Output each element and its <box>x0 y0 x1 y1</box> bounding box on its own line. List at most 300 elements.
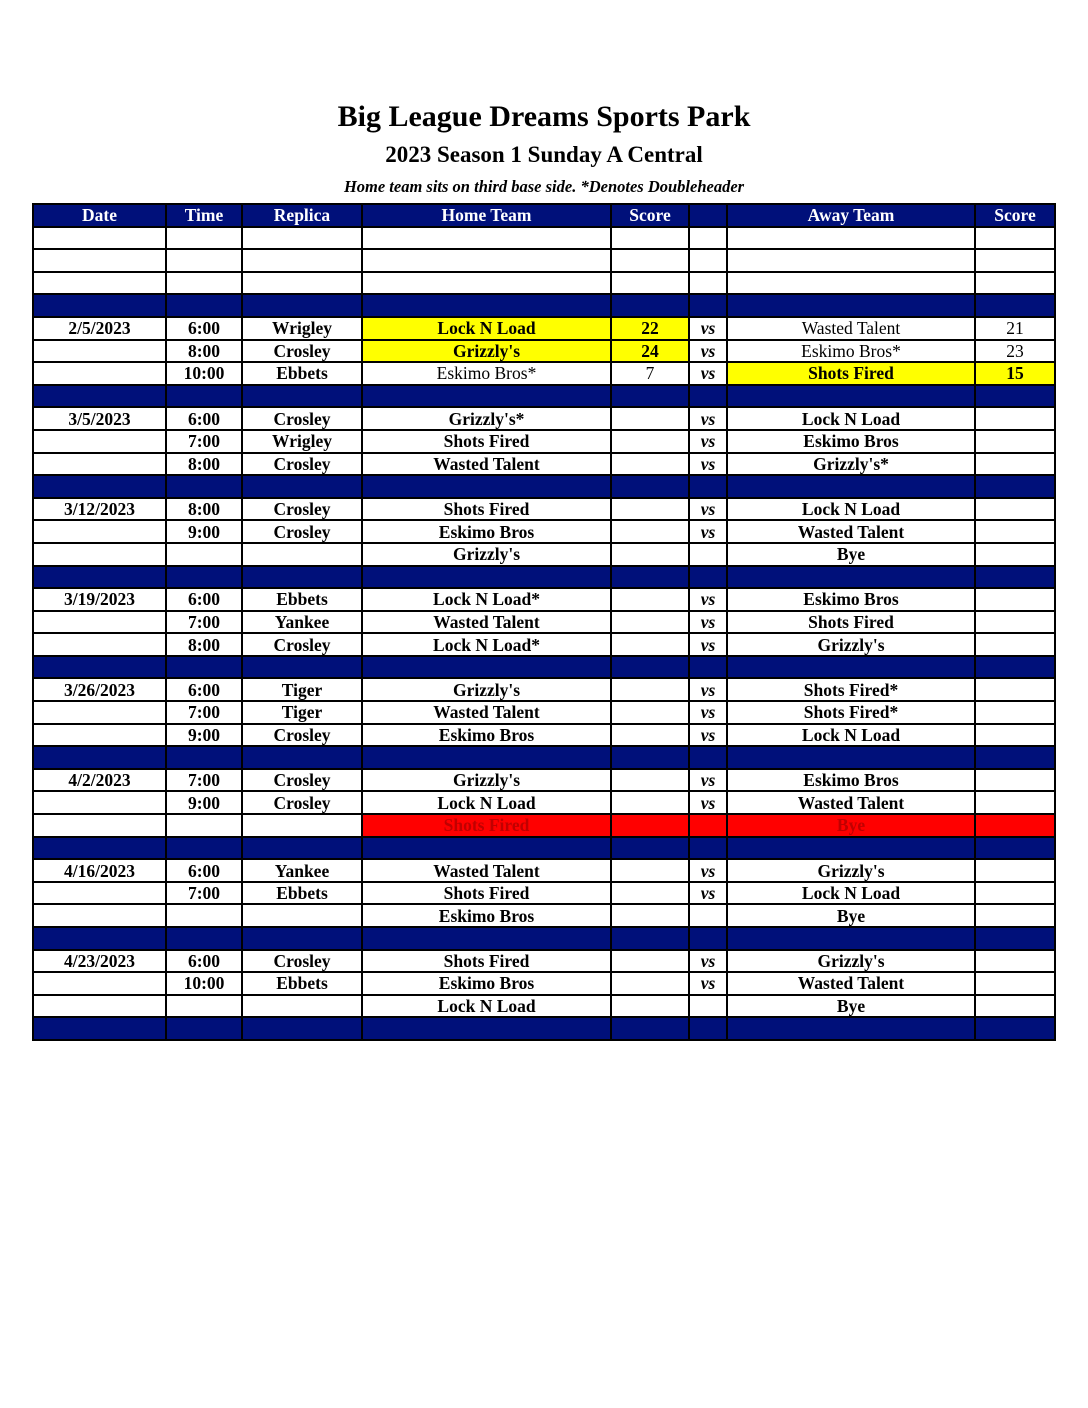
separator-cell <box>33 656 166 679</box>
separator-cell <box>242 746 362 769</box>
away-team-cell: Shots Fired <box>727 362 975 385</box>
home-score-cell <box>611 543 689 566</box>
separator-cell <box>33 1017 166 1040</box>
home-score-cell <box>611 520 689 543</box>
replica-cell: Crosley <box>242 950 362 973</box>
date-cell <box>33 814 166 837</box>
away-score-cell <box>975 407 1055 430</box>
vs-cell: vs <box>689 701 727 724</box>
separator-cell <box>242 656 362 679</box>
away-score-cell <box>975 520 1055 543</box>
vs-cell: vs <box>689 678 727 701</box>
home-team-cell: Shots Fired <box>362 814 611 837</box>
vs-cell: vs <box>689 791 727 814</box>
date-cell <box>33 972 166 995</box>
empty-cell <box>362 227 611 250</box>
home-score-cell <box>611 972 689 995</box>
col-header-replica: Replica <box>242 204 362 227</box>
home-team-cell: Wasted Talent <box>362 859 611 882</box>
home-team-cell: Shots Fired <box>362 430 611 453</box>
separator-cell <box>727 475 975 498</box>
time-cell: 9:00 <box>166 520 242 543</box>
game-row <box>33 859 1055 882</box>
replica-cell: Crosley <box>242 724 362 747</box>
away-team-cell: Lock N Load <box>727 724 975 747</box>
separator-cell <box>689 656 727 679</box>
away-team-cell: Lock N Load <box>727 407 975 430</box>
separator-cell <box>611 475 689 498</box>
home-score-cell <box>611 904 689 927</box>
away-team-cell: Bye <box>727 904 975 927</box>
empty-cell <box>362 249 611 272</box>
away-team-cell: Eskimo Bros <box>727 769 975 792</box>
away-team-cell: Bye <box>727 543 975 566</box>
separator-cell <box>611 385 689 408</box>
replica-cell: Ebbets <box>242 362 362 385</box>
away-score-cell <box>975 588 1055 611</box>
separator-cell <box>727 656 975 679</box>
separator-cell <box>975 656 1055 679</box>
separator-cell <box>242 1017 362 1040</box>
time-cell: 9:00 <box>166 791 242 814</box>
home-score-cell <box>611 633 689 656</box>
separator-cell <box>975 837 1055 860</box>
game-row <box>33 633 1055 656</box>
replica-cell <box>242 904 362 927</box>
away-team-cell: Grizzly's <box>727 633 975 656</box>
empty-cell <box>727 272 975 295</box>
separator-cell <box>727 294 975 317</box>
home-score-cell <box>611 588 689 611</box>
blank-row <box>33 272 1055 295</box>
vs-cell: vs <box>689 859 727 882</box>
vs-cell <box>689 904 727 927</box>
home-team-cell: Eskimo Bros <box>362 520 611 543</box>
separator-cell <box>689 475 727 498</box>
separator-cell <box>242 385 362 408</box>
away-team-cell: Eskimo Bros <box>727 430 975 453</box>
time-cell: 7:00 <box>166 769 242 792</box>
away-team-cell: Grizzly's* <box>727 453 975 476</box>
game-row <box>33 498 1055 521</box>
separator-cell <box>611 927 689 950</box>
separator-cell <box>33 927 166 950</box>
game-row <box>33 430 1055 453</box>
away-team-cell: Bye <box>727 995 975 1018</box>
time-cell: 8:00 <box>166 498 242 521</box>
replica-cell: Yankee <box>242 859 362 882</box>
replica-cell: Crosley <box>242 498 362 521</box>
away-team-cell: Grizzly's <box>727 859 975 882</box>
home-team-cell: Grizzly's <box>362 769 611 792</box>
home-score-cell: 22 <box>611 317 689 340</box>
separator-cell <box>362 927 611 950</box>
page-title: Big League Dreams Sports Park <box>337 100 751 133</box>
home-team-cell: Lock N Load <box>362 995 611 1018</box>
date-cell <box>33 362 166 385</box>
vs-cell: vs <box>689 611 727 634</box>
date-cell <box>33 611 166 634</box>
game-row <box>33 588 1055 611</box>
away-team-cell: Bye <box>727 814 975 837</box>
away-team-cell: Lock N Load <box>727 498 975 521</box>
vs-cell: vs <box>689 769 727 792</box>
away-score-cell <box>975 814 1055 837</box>
home-score-cell <box>611 995 689 1018</box>
date-cell: 4/16/2023 <box>33 859 166 882</box>
empty-cell <box>33 272 166 295</box>
time-cell <box>166 904 242 927</box>
empty-cell <box>689 227 727 250</box>
date-cell <box>33 543 166 566</box>
replica-cell: Ebbets <box>242 882 362 905</box>
replica-cell <box>242 995 362 1018</box>
empty-cell <box>166 272 242 295</box>
home-score-cell: 24 <box>611 340 689 363</box>
game-row <box>33 611 1055 634</box>
week-separator-row <box>33 746 1055 769</box>
separator-cell <box>362 746 611 769</box>
time-cell: 8:00 <box>166 340 242 363</box>
vs-cell: vs <box>689 633 727 656</box>
home-team-cell: Grizzly's <box>362 340 611 363</box>
vs-cell: vs <box>689 520 727 543</box>
week-separator-row <box>33 837 1055 860</box>
separator-cell <box>242 927 362 950</box>
home-team-cell: Lock N Load <box>362 791 611 814</box>
separator-cell <box>611 294 689 317</box>
date-cell <box>33 520 166 543</box>
separator-cell <box>166 475 242 498</box>
separator-cell <box>689 385 727 408</box>
home-score-cell <box>611 724 689 747</box>
empty-cell <box>242 249 362 272</box>
separator-cell <box>611 746 689 769</box>
home-team-cell: Eskimo Bros <box>362 972 611 995</box>
date-cell <box>33 904 166 927</box>
home-score-cell <box>611 950 689 973</box>
home-team-cell: Grizzly's <box>362 678 611 701</box>
separator-cell <box>242 566 362 589</box>
week-separator-row <box>33 566 1055 589</box>
home-score-cell <box>611 882 689 905</box>
away-score-cell <box>975 633 1055 656</box>
col-header-time: Time <box>166 204 242 227</box>
game-row <box>33 520 1055 543</box>
vs-cell: vs <box>689 430 727 453</box>
away-score-cell: 15 <box>975 362 1055 385</box>
home-score-cell: 7 <box>611 362 689 385</box>
separator-cell <box>362 294 611 317</box>
game-row <box>33 701 1055 724</box>
away-team-cell: Wasted Talent <box>727 317 975 340</box>
week-separator-row <box>33 385 1055 408</box>
game-row <box>33 362 1055 385</box>
separator-cell <box>727 927 975 950</box>
away-score-cell <box>975 882 1055 905</box>
schedule-note: Home team sits on third base side. *Denotes Doubleheader <box>343 177 745 196</box>
home-team-cell: Grizzly's* <box>362 407 611 430</box>
home-score-cell <box>611 859 689 882</box>
separator-cell <box>242 837 362 860</box>
time-cell <box>166 995 242 1018</box>
empty-cell <box>689 249 727 272</box>
home-team-cell: Wasted Talent <box>362 701 611 724</box>
game-row <box>33 972 1055 995</box>
empty-cell <box>362 272 611 295</box>
away-score-cell <box>975 950 1055 973</box>
empty-cell <box>33 227 166 250</box>
home-score-cell <box>611 678 689 701</box>
home-team-cell: Shots Fired <box>362 498 611 521</box>
game-row <box>33 724 1055 747</box>
separator-cell <box>975 385 1055 408</box>
separator-cell <box>166 927 242 950</box>
vs-cell <box>689 543 727 566</box>
game-row <box>33 950 1055 973</box>
separator-cell <box>689 927 727 950</box>
empty-cell <box>166 227 242 250</box>
vs-cell: vs <box>689 882 727 905</box>
away-score-cell <box>975 611 1055 634</box>
replica-cell: Wrigley <box>242 317 362 340</box>
vs-cell: vs <box>689 724 727 747</box>
home-score-cell <box>611 769 689 792</box>
date-cell <box>33 882 166 905</box>
separator-cell <box>975 746 1055 769</box>
week-separator-row <box>33 475 1055 498</box>
separator-cell <box>362 656 611 679</box>
schedule-body <box>33 227 1055 1040</box>
empty-cell <box>975 272 1055 295</box>
separator-cell <box>362 837 611 860</box>
game-row <box>33 678 1055 701</box>
separator-cell <box>362 385 611 408</box>
away-team-cell: Wasted Talent <box>727 520 975 543</box>
empty-cell <box>242 227 362 250</box>
blank-row <box>33 249 1055 272</box>
date-cell: 3/19/2023 <box>33 588 166 611</box>
schedule-table <box>32 203 1056 1041</box>
separator-cell <box>362 1017 611 1040</box>
time-cell: 9:00 <box>166 724 242 747</box>
empty-cell <box>166 249 242 272</box>
separator-cell <box>611 1017 689 1040</box>
vs-cell: vs <box>689 362 727 385</box>
empty-cell <box>611 272 689 295</box>
separator-cell <box>689 837 727 860</box>
time-cell: 10:00 <box>166 362 242 385</box>
away-score-cell <box>975 791 1055 814</box>
home-team-cell: Eskimo Bros <box>362 724 611 747</box>
vs-cell: vs <box>689 453 727 476</box>
replica-cell: Ebbets <box>242 588 362 611</box>
away-team-cell: Wasted Talent <box>727 791 975 814</box>
separator-cell <box>362 566 611 589</box>
time-cell: 6:00 <box>166 317 242 340</box>
away-score-cell: 21 <box>975 317 1055 340</box>
game-row <box>33 340 1055 363</box>
col-header-away-team: Away Team <box>727 204 975 227</box>
time-cell <box>166 543 242 566</box>
time-cell: 8:00 <box>166 633 242 656</box>
time-cell <box>166 814 242 837</box>
separator-cell <box>33 294 166 317</box>
empty-cell <box>242 272 362 295</box>
time-cell: 7:00 <box>166 430 242 453</box>
week-separator-row <box>33 1017 1055 1040</box>
away-team-cell: Wasted Talent <box>727 972 975 995</box>
replica-cell: Crosley <box>242 791 362 814</box>
away-team-cell: Eskimo Bros* <box>727 340 975 363</box>
replica-cell: Crosley <box>242 769 362 792</box>
away-score-cell <box>975 430 1055 453</box>
time-cell: 7:00 <box>166 701 242 724</box>
separator-cell <box>166 837 242 860</box>
empty-cell <box>975 227 1055 250</box>
date-cell: 3/12/2023 <box>33 498 166 521</box>
vs-cell: vs <box>689 407 727 430</box>
blank-row <box>33 227 1055 250</box>
replica-cell: Crosley <box>242 520 362 543</box>
away-score-cell <box>975 678 1055 701</box>
home-team-cell: Lock N Load* <box>362 633 611 656</box>
vs-cell: vs <box>689 317 727 340</box>
away-score-cell <box>975 724 1055 747</box>
separator-cell <box>975 294 1055 317</box>
game-row <box>33 882 1055 905</box>
home-team-cell: Lock N Load* <box>362 588 611 611</box>
home-team-cell: Grizzly's <box>362 543 611 566</box>
empty-cell <box>611 249 689 272</box>
col-header-home-team: Home Team <box>362 204 611 227</box>
date-cell: 2/5/2023 <box>33 317 166 340</box>
away-score-cell <box>975 972 1055 995</box>
home-team-cell: Lock N Load <box>362 317 611 340</box>
date-cell <box>33 633 166 656</box>
separator-cell <box>689 294 727 317</box>
date-cell <box>33 791 166 814</box>
separator-cell <box>33 475 166 498</box>
replica-cell: Yankee <box>242 611 362 634</box>
replica-cell: Crosley <box>242 407 362 430</box>
separator-cell <box>166 1017 242 1040</box>
replica-cell: Crosley <box>242 340 362 363</box>
col-header-away-score: Score <box>975 204 1055 227</box>
separator-cell <box>689 566 727 589</box>
away-score-cell <box>975 701 1055 724</box>
replica-cell <box>242 814 362 837</box>
date-cell <box>33 453 166 476</box>
game-row <box>33 317 1055 340</box>
time-cell: 7:00 <box>166 611 242 634</box>
empty-cell <box>975 249 1055 272</box>
date-cell: 3/26/2023 <box>33 678 166 701</box>
away-score-cell <box>975 995 1055 1018</box>
game-row <box>33 543 1055 566</box>
home-score-cell <box>611 430 689 453</box>
separator-cell <box>727 566 975 589</box>
empty-cell <box>727 227 975 250</box>
separator-cell <box>166 566 242 589</box>
separator-cell <box>975 927 1055 950</box>
col-header-vs <box>689 204 727 227</box>
home-score-cell <box>611 407 689 430</box>
date-cell: 4/2/2023 <box>33 769 166 792</box>
away-score-cell: 23 <box>975 340 1055 363</box>
date-cell <box>33 701 166 724</box>
week-separator-row <box>33 656 1055 679</box>
separator-cell <box>166 656 242 679</box>
empty-cell <box>727 249 975 272</box>
separator-cell <box>166 746 242 769</box>
replica-cell: Tiger <box>242 701 362 724</box>
vs-cell <box>689 814 727 837</box>
separator-cell <box>727 746 975 769</box>
vs-cell: vs <box>689 972 727 995</box>
separator-cell <box>689 1017 727 1040</box>
separator-cell <box>33 837 166 860</box>
home-score-cell <box>611 791 689 814</box>
home-score-cell <box>611 453 689 476</box>
home-score-cell <box>611 701 689 724</box>
col-header-date: Date <box>33 204 166 227</box>
date-cell <box>33 724 166 747</box>
away-score-cell <box>975 904 1055 927</box>
home-score-cell <box>611 611 689 634</box>
date-cell <box>33 430 166 453</box>
week-separator-row <box>33 294 1055 317</box>
date-cell <box>33 995 166 1018</box>
time-cell: 8:00 <box>166 453 242 476</box>
date-cell: 4/23/2023 <box>33 950 166 973</box>
replica-cell: Ebbets <box>242 972 362 995</box>
home-team-cell: Shots Fired <box>362 882 611 905</box>
time-cell: 7:00 <box>166 882 242 905</box>
away-team-cell: Grizzly's <box>727 950 975 973</box>
separator-cell <box>242 294 362 317</box>
empty-cell <box>689 272 727 295</box>
away-team-cell: Eskimo Bros <box>727 588 975 611</box>
date-cell: 3/5/2023 <box>33 407 166 430</box>
away-team-cell: Shots Fired <box>727 611 975 634</box>
col-header-home-score: Score <box>611 204 689 227</box>
date-cell <box>33 340 166 363</box>
time-cell: 6:00 <box>166 950 242 973</box>
home-score-cell <box>611 814 689 837</box>
vs-cell <box>689 995 727 1018</box>
separator-cell <box>166 385 242 408</box>
separator-cell <box>689 746 727 769</box>
separator-cell <box>362 475 611 498</box>
replica-cell: Crosley <box>242 453 362 476</box>
home-team-cell: Eskimo Bros* <box>362 362 611 385</box>
separator-cell <box>33 746 166 769</box>
time-cell: 6:00 <box>166 859 242 882</box>
separator-cell <box>975 1017 1055 1040</box>
vs-cell: vs <box>689 340 727 363</box>
replica-cell: Wrigley <box>242 430 362 453</box>
separator-cell <box>727 837 975 860</box>
home-team-cell: Wasted Talent <box>362 453 611 476</box>
vs-cell: vs <box>689 498 727 521</box>
replica-cell <box>242 543 362 566</box>
home-team-cell: Eskimo Bros <box>362 904 611 927</box>
game-row <box>33 769 1055 792</box>
separator-cell <box>611 656 689 679</box>
time-cell: 6:00 <box>166 588 242 611</box>
separator-cell <box>727 385 975 408</box>
